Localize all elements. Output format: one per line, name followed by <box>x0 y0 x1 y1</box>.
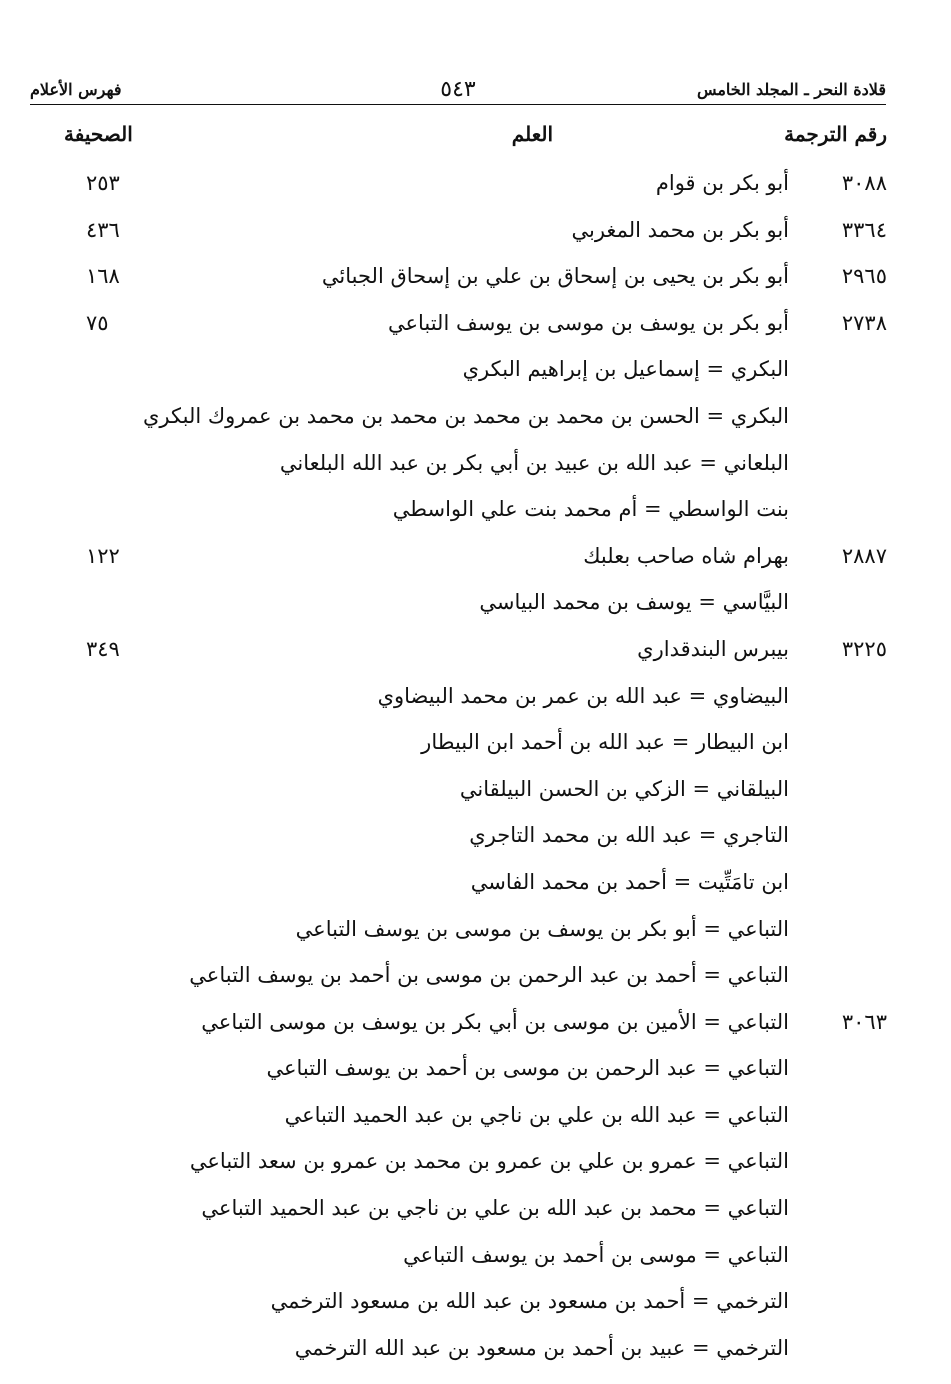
entry-page: ٣٤٩ <box>86 636 120 661</box>
entry-name: أبو بكر بن قوام <box>655 171 789 195</box>
entry-name: الترخمي = عبيد بن أحمد بن مسعود بن عبد الله الترخمي <box>294 1335 789 1360</box>
entry-number: ٢٨٨٧ <box>841 543 887 568</box>
page-number: ٥٤٣ <box>440 76 476 102</box>
entry-name: أبو بكر بن يوسف بن موسى بن يوسف التباعي <box>387 310 789 335</box>
entry-page: ١٦٨ <box>86 264 120 289</box>
entry-name: أبو بكر بن يحيى بن إسحاق بن علي بن إسحاق الجبائي <box>321 264 789 289</box>
entry-number: ٣٠٨٨ <box>841 171 887 195</box>
entry-name: التاجري = عبد الله بن محمد التاجري <box>469 823 789 848</box>
index-row <box>0 1146 951 1193</box>
entry-name: البيَّاسي = يوسف بن محمد البياسي <box>479 590 789 615</box>
entry-name: التباعي = عبد الله بن علي بن ناجي بن عبد الحميد التباعي <box>284 1102 789 1127</box>
entry-name: البكري = الحسن بن محمد بن محمد بن محمد بن محمد بن عمروك البكري <box>143 403 789 428</box>
entry-page: ٢٥٣ <box>86 171 120 195</box>
entry-number: ٢٩٦٥ <box>841 264 887 289</box>
entry-name: التباعي = محمد بن عبد الله بن علي بن ناجي بن عبد الحميد التباعي <box>201 1196 789 1221</box>
entry-name: التباعي = عبد الرحمن بن موسى بن أحمد بن يوسف التباعي <box>266 1056 789 1081</box>
index-row <box>0 354 951 401</box>
index-row <box>0 1007 951 1054</box>
section-title: فهرس الأعلام <box>30 79 122 99</box>
index-row <box>0 215 951 262</box>
entry-name: البيلقاني = الزكي بن الحسن البيلقاني <box>459 776 789 801</box>
index-row <box>0 541 951 588</box>
entry-name: البكري = إسماعيل بن إبراهيم البكري <box>462 357 789 382</box>
index-row <box>0 914 951 961</box>
index-row <box>0 448 951 495</box>
index-row <box>0 401 951 448</box>
entry-page: ١٢٢ <box>86 543 120 568</box>
index-row <box>0 1240 951 1287</box>
index-row <box>0 820 951 867</box>
entry-name: البلعاني = عبد الله بن عبيد بن أبي بكر بن عبد الله البلعاني <box>279 450 789 475</box>
entry-name: بنت الواسطي = أم محمد بنت علي الواسطي <box>392 497 789 522</box>
index-row <box>0 1193 951 1240</box>
entry-number: ٢٧٣٨ <box>841 310 887 335</box>
entry-page: ٤٣٦ <box>86 217 120 242</box>
index-row <box>0 168 951 215</box>
entry-number: ٣٣٦٤ <box>841 217 887 242</box>
column-header-page: الصحيفة <box>64 122 133 146</box>
index-row <box>0 727 951 774</box>
column-header-number: رقم الترجمة <box>784 122 887 146</box>
index-row <box>0 1053 951 1100</box>
index-row <box>0 1333 951 1380</box>
entry-name: الترخمي = أحمد بن مسعود بن عبد الله بن مسعود الترخمي <box>270 1289 789 1314</box>
entry-name: البيضاوي = عبد الله بن عمر بن محمد البيضاوي <box>377 683 789 708</box>
index-row <box>0 1286 951 1333</box>
book-title: قلادة النحر ـ المجلد الخامس <box>696 79 886 99</box>
running-header <box>30 74 886 104</box>
index-row <box>0 960 951 1007</box>
entry-name: التباعي = عمرو بن علي بن عمرو بن محمد بن عمرو بن سعد التباعي <box>189 1149 789 1174</box>
index-row <box>0 587 951 634</box>
index-row <box>0 1100 951 1147</box>
index-row <box>0 681 951 728</box>
index-row <box>0 867 951 914</box>
entry-name: التباعي = الأمين بن موسى بن أبي بكر بن يوسف بن موسى التباعي <box>201 1009 789 1034</box>
entry-page: ٧٥ <box>86 310 109 335</box>
index-row <box>0 634 951 681</box>
entry-name: التباعي = أحمد بن عبد الرحمن بن موسى بن أحمد بن يوسف التباعي <box>189 963 789 988</box>
entry-name: التباعي = موسى بن أحمد بن يوسف التباعي <box>403 1242 789 1267</box>
entry-name: ابن تامَتِّيت = أحمد بن محمد الفاسي <box>470 869 789 894</box>
entry-name: أبو بكر بن محمد المغربي <box>571 217 789 242</box>
entry-name: التباعي = أبو بكر بن يوسف بن موسى بن يوسف التباعي <box>295 916 789 941</box>
entry-name: بهرام شاه صاحب بعلبك <box>583 543 789 568</box>
index-row <box>0 261 951 308</box>
index-list <box>0 168 951 1379</box>
index-row <box>0 494 951 541</box>
entry-name: ابن البيطار = عبد الله بن أحمد ابن البيطار <box>421 730 789 755</box>
column-headers <box>0 122 951 154</box>
header-rule <box>30 104 886 105</box>
column-header-name: العلم <box>511 122 553 146</box>
entry-number: ٣٠٦٣ <box>841 1009 887 1034</box>
entry-number: ٣٢٢٥ <box>841 636 887 661</box>
index-row <box>0 774 951 821</box>
index-row <box>0 308 951 355</box>
entry-name: بيبرس البندقداري <box>637 636 789 661</box>
